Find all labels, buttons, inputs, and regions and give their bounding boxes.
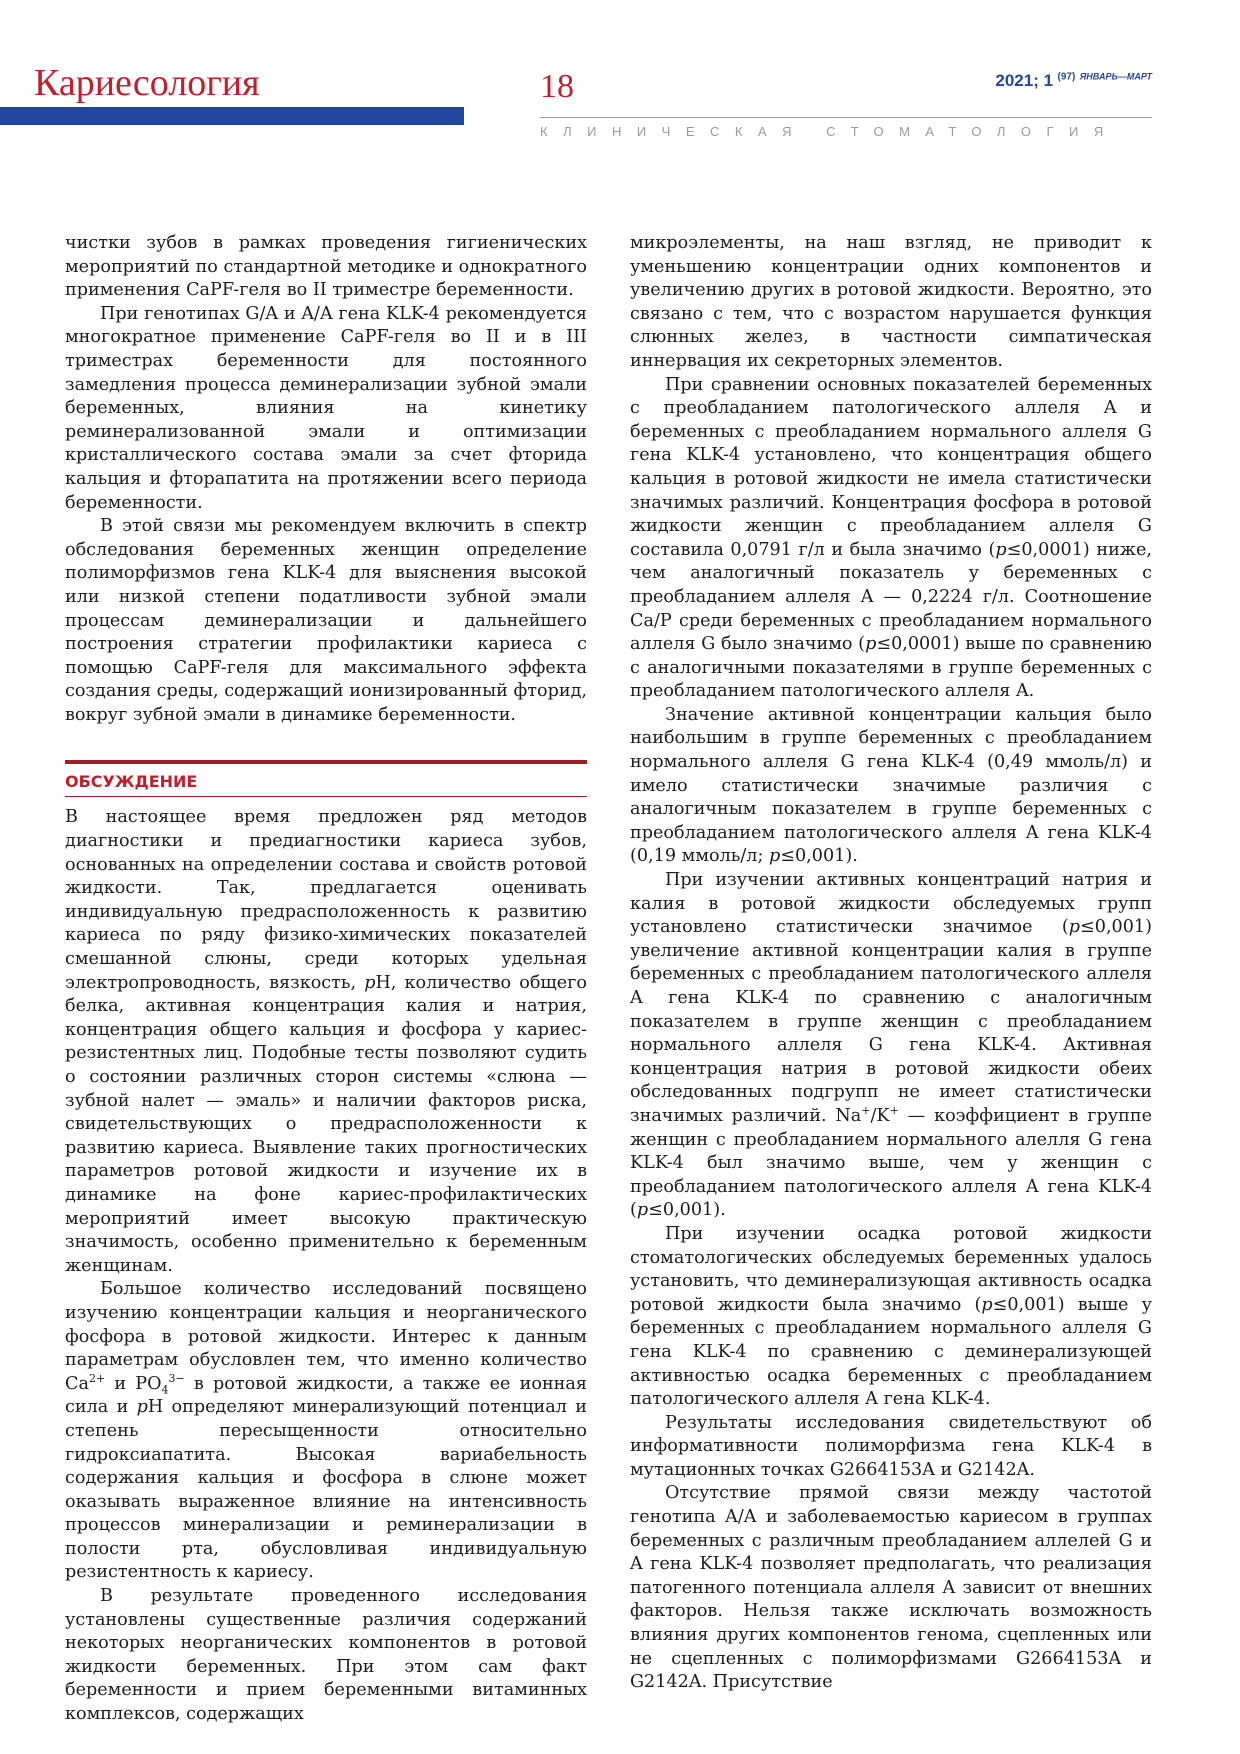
paragraph: чистки зубов в рамках проведения гигиенических мероприятий по стандартной методике и однократного применения CaPF-геля во II триместре беременности. (65, 233, 587, 301)
issue-year: 2021; 1 (995, 71, 1054, 90)
paragraph: В результате проведенного исследования установлены существенные различия содержаний некоторых неорганических компонентов в ротовой жидкости беременных. При этом сам факт беременности и прием беременными витаминных комплексов, содержащих (65, 1586, 587, 1725)
paragraph: Большое количество исследований посвящено изучению концентрации кальция и неорганического фосфора в ротовой жидкости. Интерес к данным параметрам обусловлен тем, что именно количество $Ca^{2+}$ и $PO_4^{3-}$ в ротовой жидкости, а также ее ионная сила и pH определяют минерализующий потенциал и степень пересыщенности относительно гидроксиапатита. Высокая вариабельность содержания кальция и фосфора в слюне может оказывать выраженное влияние на интенсивность процессов минерализации и реминерализации в полости рта, обусловливая индивидуальную резистентность к кариесу. (65, 1279, 587, 1583)
heading-underline (65, 796, 587, 797)
section-heading: ОБСУЖДЕНИЕ (65, 772, 198, 792)
heading-rule (65, 760, 587, 764)
issue-months: ЯНВАРЬ—МАРТ (1079, 71, 1152, 82)
page-number: 18 (540, 68, 574, 105)
paragraph: Отсутствие прямой связи между частотой генотипа A/A и заболеваемостью кариесом в группах беременных с различным преобладанием аллелей G и A гена KLK-4 позволяет предполагать, что реализация патогенного потенциала аллеля A зависит от внешних факторов. Нельзя также исключать возможность влияния других компонентов генома, сцепленных или не сцепленных с полиморфизмами G2664153A и G2142A. Присутствие (630, 1483, 1152, 1693)
right-column (630, 232, 1152, 1695)
header-rule (540, 117, 1152, 118)
issue-info (995, 72, 1152, 90)
journal-name: КЛИНИЧЕСКАЯ СТОМАТОЛОГИЯ (540, 124, 1119, 139)
section-color-bar (0, 107, 464, 125)
paragraph: микроэлементы, на наш взгляд, не приводит к уменьшению концентрации одних компонентов и увеличению других в ротовой жидкости. Вероятно, это связано с тем, что с возрастом нарушается функция слюнных желез, в частности симпатическая иннервация их секреторных элементов. (630, 233, 1152, 371)
issue-number: (97) (1057, 71, 1076, 83)
paragraph: При изучении осадка ротовой жидкости стоматологических обследуемых беременных удалось установить, что деминерализующая активность осадка ротовой жидкости была значимо (p≤0,001) выше у беременных с преобладанием нормального аллеля G гена KLK-4 по сравнению с деминерализующей активностью осадка беременных с преобладанием патологического аллеля A гена KLK-4. (630, 1223, 1152, 1410)
paragraph: При сравнении основных показателей беременных с преобладанием патологического аллеля A и беременных с преобладанием нормального аллеля G гена KLK-4 установлено, что концентрация общего кальция в ротовой жидкости не имела статистически значимых различий. Концентрация фосфора в ротовой жидкости женщин с преобладанием аллеля G составила 0,0791 г/л и была значимо (p≤0,0001) ниже, чем аналогичный показатель у беременных с преобладанием аллеля A — 0,2224 г/л. Соотношение Ca/P среди беременных с преобладанием нормального аллеля G было значимо (p≤0,0001) выше по сравнению с аналогичными показателями в группе беременных с преобладанием патологического аллеля A. (630, 374, 1153, 702)
paragraph: В настоящее время предложен ряд методов диагностики и предиагностики кариеса зубов, основанных на определении состава и свойств ротовой жидкости. Так, предлагается оценивать индивидуальную предрасположенность к развитию кариеса по ряду физико-химических показателей смешанной слюны, среди которых удельная электропроводность, вязкость, pH, количество общего белка, активная концентрация калия и натрия, концентрация общего кальция и фосфора у кариес-резистентных лиц. Подобные тесты позволяют судить о состоянии различных сторон системы «слюна — зубной налет — эмаль» и наличии факторов риска, свидетельствующих о предрасположенности к развитию кариеса. Выявление таких прогностических параметров ротовой жидкости и изучение их в динамике на фоне кариес-профилактических мероприятий имеет высокую практическую значимость, особенно применительно к беременным женщинам. (65, 807, 587, 1276)
paragraph: При изучении активных концентраций натрия и калия в ротовой жидкости обследуемых групп установлено статистически значимое (p≤0,001) увеличение активной концентрации калия в группе беременных с преобладанием патологического аллеля A гена KLK-4 по сравнению с аналогичным показателем в группе женщин с преобладанием нормального аллеля G гена KLK-4. Активная концентрация натрия в ротовой жидкости обеих обследованных подгрупп не имеет статистически значимых различий. Na+/K+ — коэффициент в группе женщин с преобладанием нормального алелля G гена KLK-4 был значимо выше, чем у женщин с преобладанием патологического аллеля A гена KLK-4 (p≤0,001). (630, 870, 1152, 1221)
discussion-heading-block (65, 760, 587, 797)
section-title: Кариесология (34, 62, 260, 104)
left-column (65, 232, 587, 1727)
paragraph: В этой связи мы рекомендуем включить в спектр обследования беременных женщин определение полиморфизмов гена KLK-4 для выяснения высокой или низкой степени податливости зубной эмали процессам деминерализации и дальнейшего построения стратегии профилактики кариеса с помощью CaPF-геля для максимального эффекта создания среды, содержащий ионизированный фторид, вокруг зубной эмали в динамике беременности. (65, 516, 587, 725)
paragraph: Значение активной концентрации кальция было наибольшим в группе беременных с преобладанием нормального аллеля G гена KLK-4 (0,49 ммоль/л) и имело статистически значимые различия с аналогичным показателем в группе беременных с преобладанием патологического аллеля A гена KLK-4 (0,19 ммоль/л; p≤0,001). (630, 704, 1152, 867)
paragraph: Результаты исследования свидетельствуют об информативности полиморфизма гена KLK-4 в мутационных точках G2664153A и G2142A. (630, 1412, 1152, 1480)
paragraph: При генотипах G/A и A/A гена KLK-4 рекомендуется многократное применение CaPF-геля во II и в III триместрах беременности для постоянного замедления процесса деминерализации зубной эмали беременных, влияния на кинетику реминерализованной эмали и оптимизации кристаллического состава эмали за счет фторида кальция и фторапатита на протяжении всего периода беременности. (65, 303, 587, 513)
